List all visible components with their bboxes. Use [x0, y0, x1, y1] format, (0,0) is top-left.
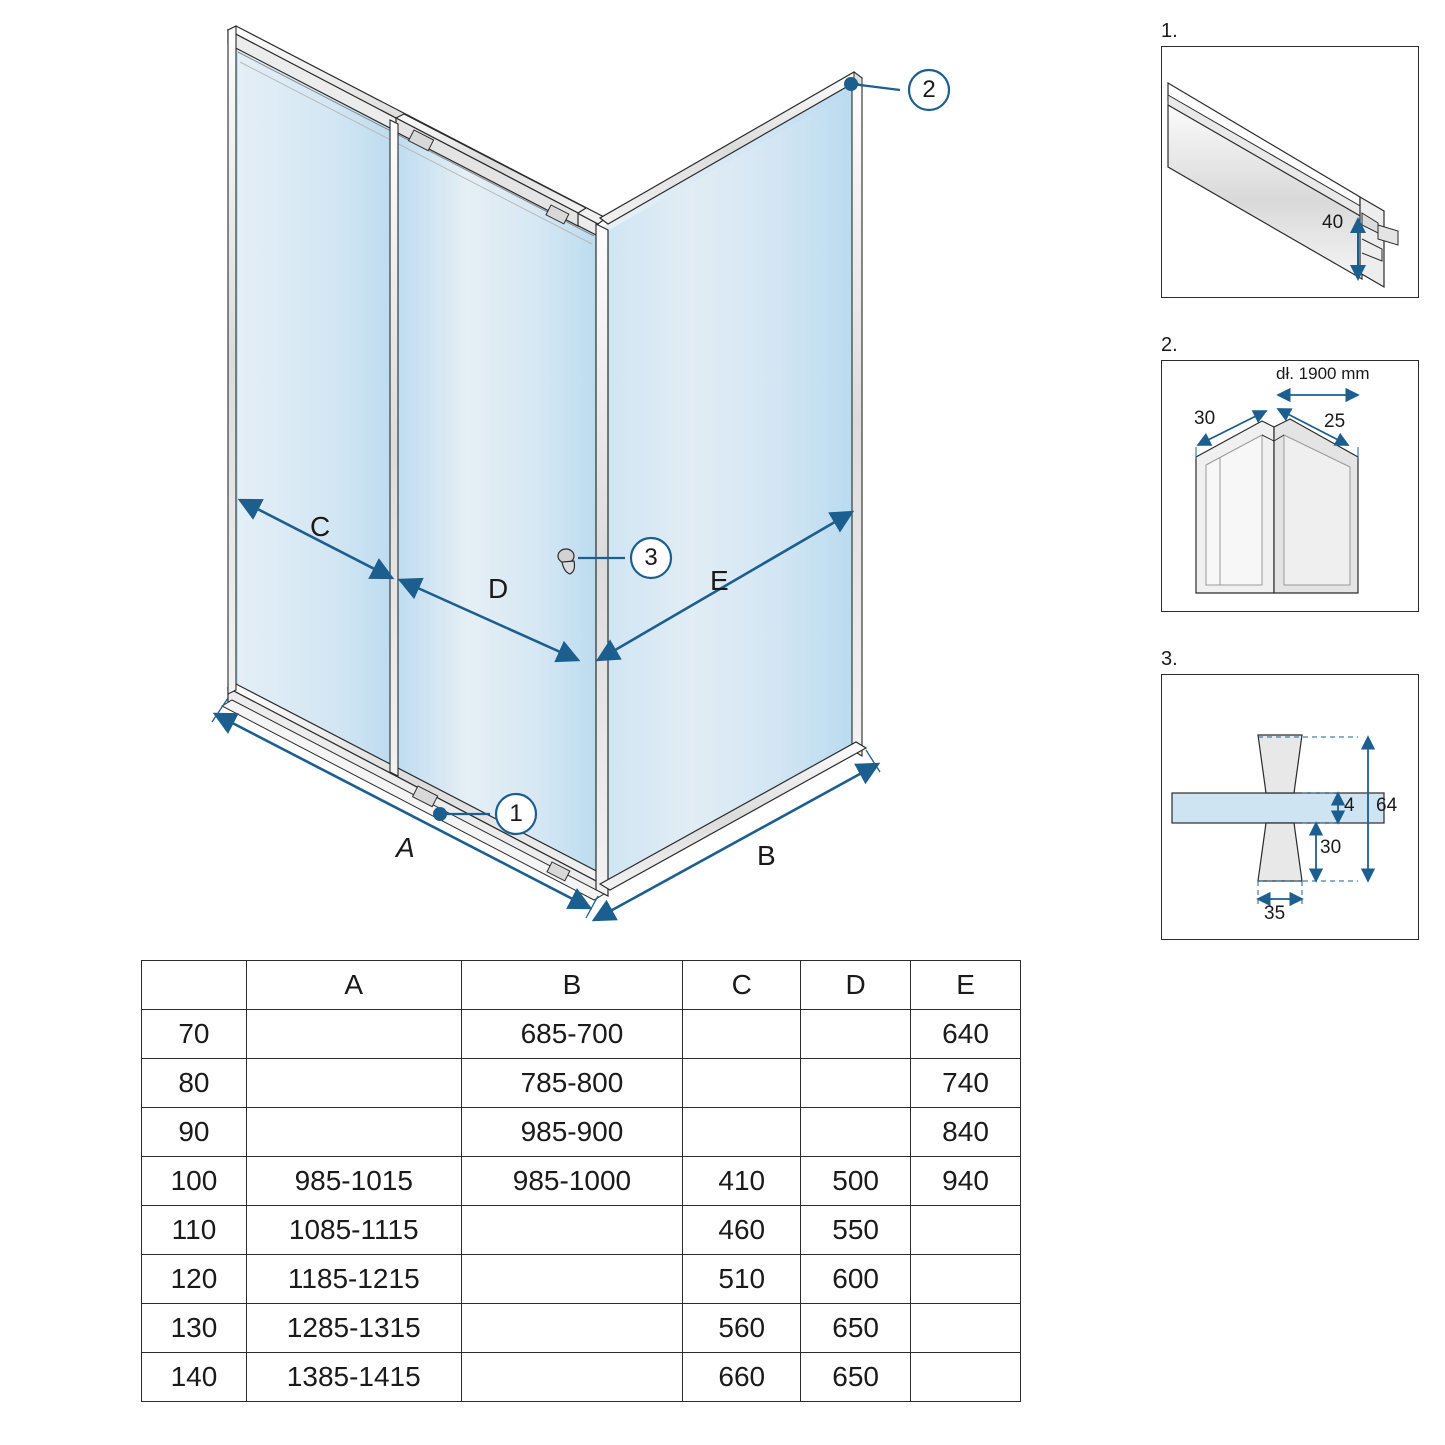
cell-d: [801, 1059, 911, 1108]
detail-2-dim-25-label: 25: [1324, 411, 1346, 432]
cell-index: 100: [142, 1157, 247, 1206]
detail-3-dim-4-label: 4: [1344, 795, 1355, 816]
cell-index: 70: [142, 1010, 247, 1059]
letter-e: E: [710, 565, 729, 596]
letter-a: A: [396, 832, 415, 863]
callout-1: [502, 800, 530, 828]
cell-e: 940: [911, 1157, 1021, 1206]
detail-3-dim-30-label: 30: [1320, 837, 1342, 858]
cell-c: 510: [683, 1255, 801, 1304]
dimension-letter-d: [488, 573, 508, 605]
detail-2-dim-25: [1324, 411, 1345, 433]
detail-2-dim-30: [1194, 408, 1215, 430]
cell-d: 650: [801, 1304, 911, 1353]
detail-2-number: [1161, 334, 1178, 357]
cell-b: [461, 1206, 683, 1255]
detail-1-drawing: [1162, 47, 1418, 297]
dimension-letter-b: [757, 840, 776, 872]
cell-b: 985-1000: [461, 1157, 683, 1206]
cell-c: 410: [683, 1157, 801, 1206]
cell-index: 130: [142, 1304, 247, 1353]
cell-a: 1285-1315: [246, 1304, 461, 1353]
detail-3-number: [1161, 648, 1178, 671]
cell-e: 740: [911, 1059, 1021, 1108]
cell-a: [246, 1108, 461, 1157]
cell-index: 120: [142, 1255, 247, 1304]
detail-3-dim-64-label: 64: [1376, 795, 1398, 816]
detail-panel-1: [1161, 46, 1419, 298]
table-row: [142, 1108, 1021, 1157]
callout-2-label: 2: [922, 76, 936, 103]
cell-d: 550: [801, 1206, 911, 1255]
cell-d: 600: [801, 1255, 911, 1304]
cell-a: 1185-1215: [246, 1255, 461, 1304]
cell-index: 90: [142, 1108, 247, 1157]
cell-e: [911, 1206, 1021, 1255]
cell-a: 1385-1415: [246, 1353, 461, 1402]
cell-e: [911, 1353, 1021, 1402]
cell-b: [461, 1353, 683, 1402]
cell-c: 560: [683, 1304, 801, 1353]
table-row: [142, 1304, 1021, 1353]
table-row: [142, 1206, 1021, 1255]
cell-d: [801, 1108, 911, 1157]
cell-c: [683, 1059, 801, 1108]
cell-a: 985-1015: [246, 1157, 461, 1206]
cell-c: 460: [683, 1206, 801, 1255]
header-c: C: [683, 961, 801, 1010]
detail-2-length-label: [1276, 364, 1370, 384]
table-row: [142, 1353, 1021, 1402]
cell-b: 985-900: [461, 1108, 683, 1157]
detail-3-dim-35-label: 35: [1264, 903, 1286, 924]
table-row: [142, 1255, 1021, 1304]
cell-b: 685-700: [461, 1010, 683, 1059]
dimension-letter-c: [310, 511, 330, 543]
cell-b: [461, 1304, 683, 1353]
callout-2: [915, 76, 943, 104]
detail-2-length-text: dł. 1900 mm: [1276, 364, 1370, 383]
detail-1-dim-40: [1322, 212, 1343, 234]
cell-index: 140: [142, 1353, 247, 1402]
cell-e: [911, 1304, 1021, 1353]
header-blank: [142, 961, 247, 1010]
cell-c: 660: [683, 1353, 801, 1402]
header-b: B: [461, 961, 683, 1010]
cell-a: [246, 1059, 461, 1108]
detail-1-number: [1161, 20, 1178, 43]
cell-a: [246, 1010, 461, 1059]
cell-b: [461, 1255, 683, 1304]
callout-3-label: 3: [644, 544, 658, 571]
detail-panel-3: [1161, 674, 1419, 940]
cell-d: 650: [801, 1353, 911, 1402]
dimension-letter-a: [396, 832, 415, 864]
letter-c: C: [310, 511, 331, 542]
cell-d: 500: [801, 1157, 911, 1206]
cell-e: 640: [911, 1010, 1021, 1059]
header-a: A: [246, 961, 461, 1010]
table-header-row: [142, 961, 1021, 1010]
table-row: [142, 1059, 1021, 1108]
detail-1-number-label: 1.: [1161, 20, 1178, 42]
table-row: [142, 1157, 1021, 1206]
detail-2-drawing: [1162, 361, 1418, 611]
detail-1-dim-40-label: 40: [1322, 212, 1344, 233]
detail-3-number-label: 3.: [1161, 648, 1178, 670]
header-d: D: [801, 961, 911, 1010]
dimension-letter-e: [710, 565, 729, 597]
cell-index: 110: [142, 1206, 247, 1255]
detail-3-dim-4: [1344, 795, 1355, 817]
callout-3: [637, 544, 665, 572]
cell-e: 840: [911, 1108, 1021, 1157]
detail-3-dim-35: [1264, 903, 1285, 925]
cell-e: [911, 1255, 1021, 1304]
letter-d: D: [488, 573, 509, 604]
detail-2-dim-30-label: 30: [1194, 408, 1216, 429]
detail-3-dim-30: [1320, 837, 1341, 859]
detail-panel-2: [1161, 360, 1419, 612]
detail-3-dim-64: [1376, 795, 1397, 817]
specification-table: [141, 960, 1021, 1402]
cell-c: [683, 1010, 801, 1059]
callout-1-label: 1: [509, 800, 523, 827]
cell-a: 1085-1115: [246, 1206, 461, 1255]
table-row: [142, 1010, 1021, 1059]
letter-b: B: [757, 840, 776, 871]
cell-index: 80: [142, 1059, 247, 1108]
cell-b: 785-800: [461, 1059, 683, 1108]
detail-2-number-label: 2.: [1161, 334, 1178, 356]
cell-d: [801, 1010, 911, 1059]
header-e: E: [911, 961, 1021, 1010]
cell-c: [683, 1108, 801, 1157]
